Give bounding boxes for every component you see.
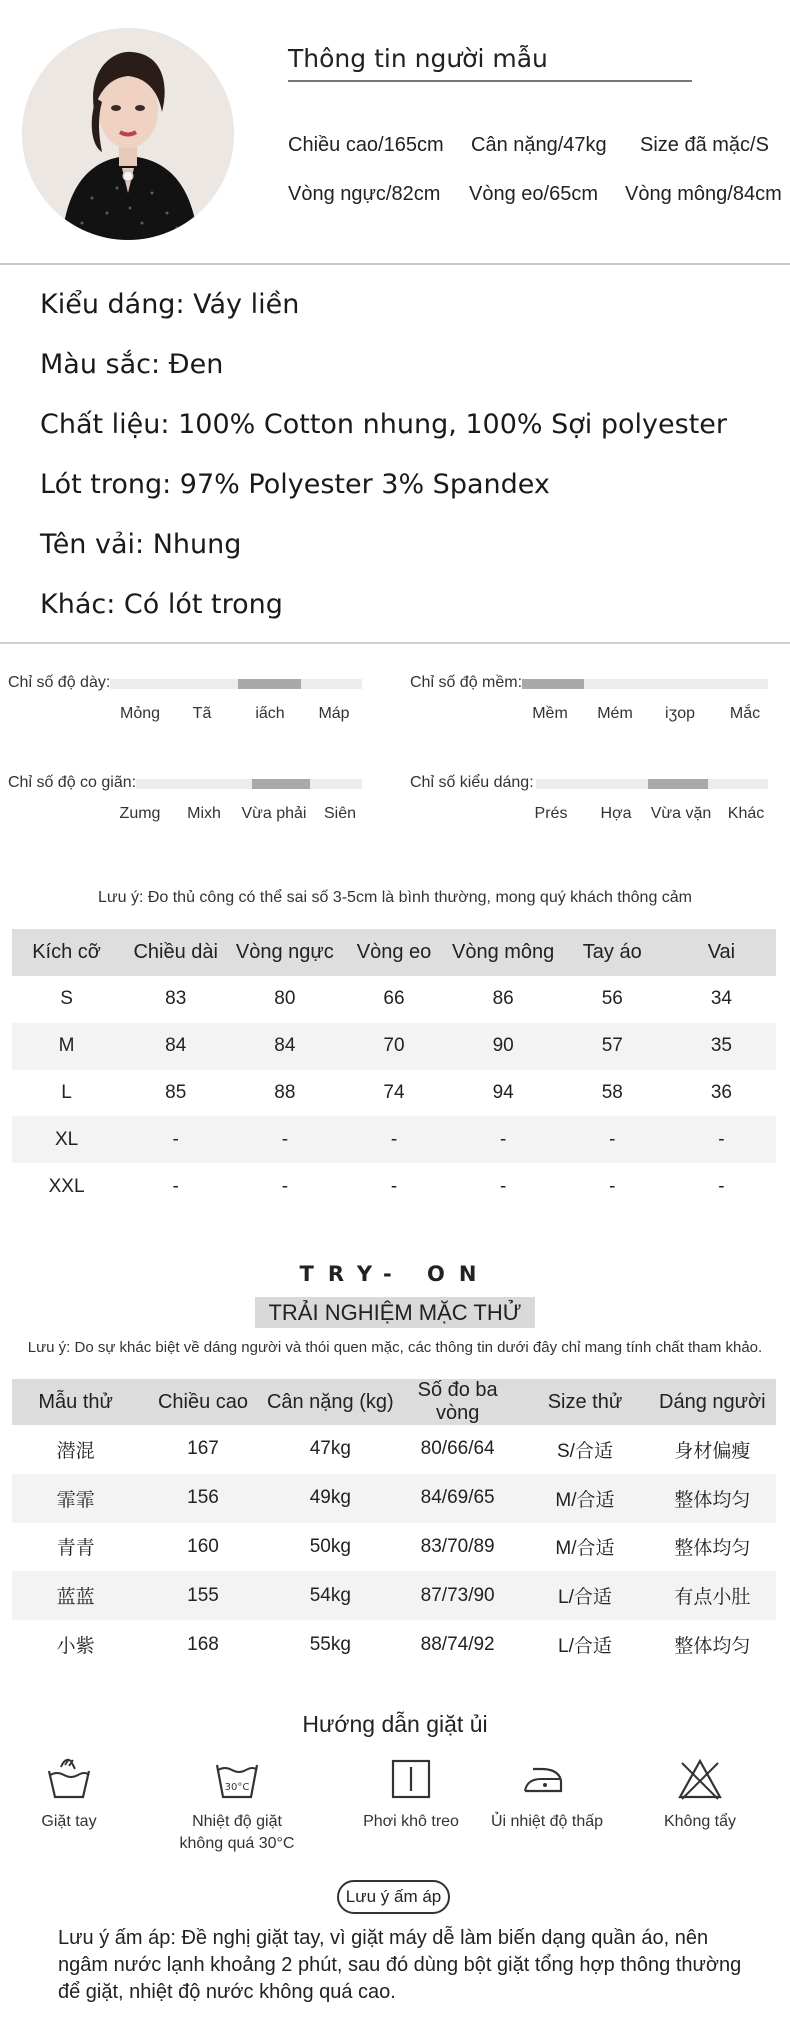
table-cell: -: [667, 1116, 776, 1163]
table-cell: 50kg: [309, 1535, 351, 1557]
size-col-header: Vòng eo: [339, 929, 448, 976]
size-row-xxl: [12, 1163, 776, 1210]
table-cell: L/合适: [521, 1571, 648, 1620]
table-cell: 83/70/89: [420, 1535, 495, 1557]
table-cell: M/合适: [555, 1538, 615, 1560]
table-cell: 49kg: [267, 1474, 394, 1523]
tryon-row: [12, 1620, 776, 1669]
table-cell: M/合适: [521, 1474, 648, 1523]
warm-tip-badge: Lưu ý ấm áp: [337, 1880, 450, 1914]
size-col-header: Vai: [667, 929, 776, 976]
wash-30-icon: [213, 1757, 261, 1801]
table-cell: 70: [339, 1023, 448, 1070]
size-row-xl: [12, 1116, 776, 1163]
softness-scale-label: Chỉ số độ mềm:: [410, 674, 523, 691]
tryon-col-header: Dáng người: [649, 1379, 776, 1425]
size-row-s: [12, 976, 776, 1023]
table-cell: 84/69/65: [394, 1474, 521, 1523]
table-cell: 87/73/90: [394, 1571, 521, 1620]
tryon-subtitle: TRẢI NGHIỆM MẶC THỬ: [255, 1297, 535, 1328]
table-cell: 35: [667, 1023, 776, 1070]
table-cell: -: [121, 1116, 230, 1163]
wash-guide-title: Hướng dẫn giặt ủi: [302, 1711, 488, 1737]
table-cell: 167: [187, 1438, 219, 1460]
table-cell: 155: [139, 1571, 266, 1620]
table-cell: 整体均匀: [649, 1474, 776, 1523]
wash-label-hang: Phơi khô treo: [363, 1813, 459, 1830]
table-cell: S/合适: [557, 1440, 613, 1462]
no-bleach-icon: [676, 1757, 724, 1801]
table-cell: 58: [601, 1081, 623, 1103]
tryon-col-header: Cân nặng (kg): [267, 1379, 394, 1425]
tryon-row: [12, 1571, 776, 1620]
scale-level: Mỏng: [119, 705, 161, 722]
size-table-header-row: [12, 929, 776, 976]
table-cell: 整体均匀: [674, 1538, 751, 1560]
attr-color: Màu sắc: Đen: [40, 349, 224, 380]
scale-level: Hợa: [600, 805, 632, 822]
scale-level: Vừa phải: [241, 805, 307, 822]
table-cell: 47kg: [309, 1438, 351, 1460]
attr-style: Kiểu dáng: Váy liền: [40, 289, 300, 320]
table-cell: L/合适: [558, 1636, 612, 1658]
model-height: Chiều cao/165cm: [288, 134, 444, 156]
model-size: Size đã mặc/S: [640, 134, 769, 156]
table-cell: -: [609, 1175, 616, 1197]
scale-level: Vừa vặn: [650, 805, 712, 822]
table-cell: -: [558, 1116, 667, 1163]
scale-level: Mém: [597, 705, 633, 722]
table-cell: XXL: [48, 1175, 85, 1197]
hang-dry-icon: [387, 1757, 435, 1801]
wash-temperature-label: 30°C: [224, 1782, 250, 1793]
size-measurement-note: Lưu ý: Đo thủ công có thể sai số 3-5cm là bình thường, mong quý khách thông cảm: [97, 889, 693, 906]
table-cell: -: [390, 1175, 398, 1197]
table-cell: 蓝蓝: [12, 1571, 139, 1620]
softness-scale-track: [522, 679, 768, 689]
table-cell: 74: [383, 1081, 405, 1103]
table-cell: -: [718, 1175, 725, 1197]
attr-lining: Lót trong: 97% Polyester 3% Spandex: [40, 469, 550, 500]
scale-level: Mềm: [532, 705, 568, 722]
tryon-col-header: Mẫu thử: [12, 1379, 139, 1425]
table-cell: 34: [710, 988, 732, 1010]
softness-scale-indicator: [522, 679, 584, 689]
silhouette-scale-indicator: [648, 779, 708, 789]
model-hip: Vòng mông/84cm: [625, 183, 782, 205]
table-cell: -: [449, 1116, 558, 1163]
divider: [0, 263, 790, 265]
divider: [0, 642, 790, 644]
table-cell: 83: [165, 988, 187, 1010]
table-cell: 156: [139, 1474, 266, 1523]
attr-other: Khác: Có lót trong: [40, 589, 283, 620]
warm-tip-text: Lưu ý ấm áp: Đề nghị giặt tay, vì giặt máy dễ làm biến dạng quần áo, nên ngâm nước lạnh khoảng 2 phút, sau đó dùng bột giặt tổng hợp thông thường để giặt, nhiệt độ nước không quá cao.: [58, 1927, 742, 2003]
table-cell: -: [499, 1175, 507, 1197]
tryon-table: [12, 1379, 776, 1669]
table-cell: 94: [492, 1081, 514, 1103]
size-row-m: [12, 1023, 776, 1070]
size-col-header: Vòng ngực: [230, 929, 339, 976]
wash-label-temp: Nhiệt độ giặt: [192, 1813, 282, 1830]
table-cell: XL: [12, 1116, 121, 1163]
size-col-header: Tay áo: [558, 929, 667, 976]
table-cell: M: [12, 1023, 121, 1070]
table-cell: 90: [449, 1023, 558, 1070]
table-cell: 88/74/92: [420, 1633, 495, 1655]
attr-material: Chất liệu: 100% Cotton nhung, 100% Sợi polyester: [40, 409, 727, 440]
table-cell: 88: [274, 1081, 296, 1103]
thickness-scale-indicator: [238, 679, 301, 689]
wash-label-bleach: Không tẩy: [663, 1813, 737, 1830]
tryon-table-header-row: [12, 1379, 776, 1425]
size-col-header: Chiều dài: [121, 929, 230, 976]
wash-label-hand: Giặt tay: [41, 1813, 97, 1830]
attr-fabric: Tên vải: Nhung: [40, 529, 242, 560]
silhouette-scale-label: Chỉ số kiểu dáng:: [410, 774, 534, 791]
table-cell: 有点小肚: [649, 1571, 776, 1620]
table-cell: -: [339, 1116, 448, 1163]
table-cell: 80/66/64: [420, 1438, 495, 1460]
hand-wash-icon: [45, 1757, 93, 1801]
table-cell: 整体均匀: [674, 1636, 751, 1658]
elasticity-scale-indicator: [252, 779, 310, 789]
size-col-header: Vòng mông: [449, 929, 558, 976]
table-cell: 青青: [56, 1538, 95, 1560]
table-cell: -: [281, 1175, 289, 1197]
table-cell: 潜混: [56, 1440, 95, 1462]
table-cell: 168: [187, 1633, 219, 1655]
table-cell: 85: [165, 1081, 187, 1103]
tryon-col-header: Chiều cao: [139, 1379, 266, 1425]
low-iron-icon: [519, 1757, 567, 1801]
model-weight: Cân nặng/47kg: [471, 134, 607, 156]
table-cell: 160: [187, 1535, 219, 1557]
table-cell: 54kg: [267, 1571, 394, 1620]
tryon-note: Lưu ý: Do sự khác biệt về dáng người và thói quen mặc, các thông tin dưới đây chỉ mang tính chất tham khảo.: [27, 1339, 763, 1356]
scale-level: Siên: [323, 805, 357, 822]
table-cell: 霏霏: [12, 1474, 139, 1523]
table-cell: 66: [383, 988, 405, 1010]
size-col-header: Kích cỡ: [12, 929, 121, 976]
model-bust: Vòng ngực/82cm: [288, 183, 441, 205]
tryon-row: [12, 1474, 776, 1523]
table-cell: 80: [274, 988, 296, 1010]
silhouette-scale-track: [536, 779, 768, 789]
elasticity-scale-track: [136, 779, 362, 789]
elasticity-scale-label: Chỉ số độ co giãn:: [8, 774, 137, 791]
scale-level: Khác: [727, 805, 765, 822]
scale-level: Máp: [318, 705, 350, 722]
wash-label-iron: Ủi nhiệt độ thấp: [490, 1813, 604, 1830]
table-cell: 小紫: [56, 1636, 95, 1658]
scale-level: Mixh: [187, 805, 221, 822]
scale-level: ia̋ch: [255, 705, 285, 722]
tryon-col-header: Số đo ba vòng: [394, 1379, 521, 1425]
size-table: [12, 929, 776, 1210]
table-cell: 86: [492, 988, 514, 1010]
wash-label-temp-line2: không quá 30°C: [179, 1835, 295, 1852]
table-cell: 84: [230, 1023, 339, 1070]
model-info-section: [0, 0, 790, 262]
scale-level: Prés: [534, 805, 568, 822]
table-cell: 84: [121, 1023, 230, 1070]
scale-level: Tã: [192, 705, 212, 722]
scale-level: Mắc: [729, 705, 761, 722]
model-waist: Vòng eo/65cm: [469, 183, 598, 205]
tryon-title: TRY- ON: [299, 1262, 491, 1286]
tryon-row: [12, 1523, 776, 1572]
scale-level: Zumg: [119, 805, 161, 822]
table-cell: 55kg: [309, 1633, 351, 1655]
thickness-scale-track: [110, 679, 362, 689]
model-avatar: [22, 28, 234, 240]
table-cell: S: [60, 988, 73, 1010]
table-cell: -: [172, 1175, 179, 1197]
table-cell: 57: [558, 1023, 667, 1070]
table-cell: -: [230, 1116, 339, 1163]
tryon-row: [12, 1425, 776, 1474]
title-underline: [288, 80, 692, 82]
table-cell: 36: [710, 1081, 732, 1103]
size-row-l: [12, 1070, 776, 1117]
model-info-title: Thông tin người mẫu: [288, 44, 548, 73]
tryon-col-header: Size thử: [521, 1379, 648, 1425]
table-cell: 56: [601, 988, 623, 1010]
scale-level: iʒop: [664, 705, 696, 722]
table-cell: L: [61, 1081, 72, 1103]
thickness-scale-label: Chỉ số độ dày:: [8, 674, 111, 691]
table-cell: 身材偏瘦: [674, 1440, 751, 1462]
